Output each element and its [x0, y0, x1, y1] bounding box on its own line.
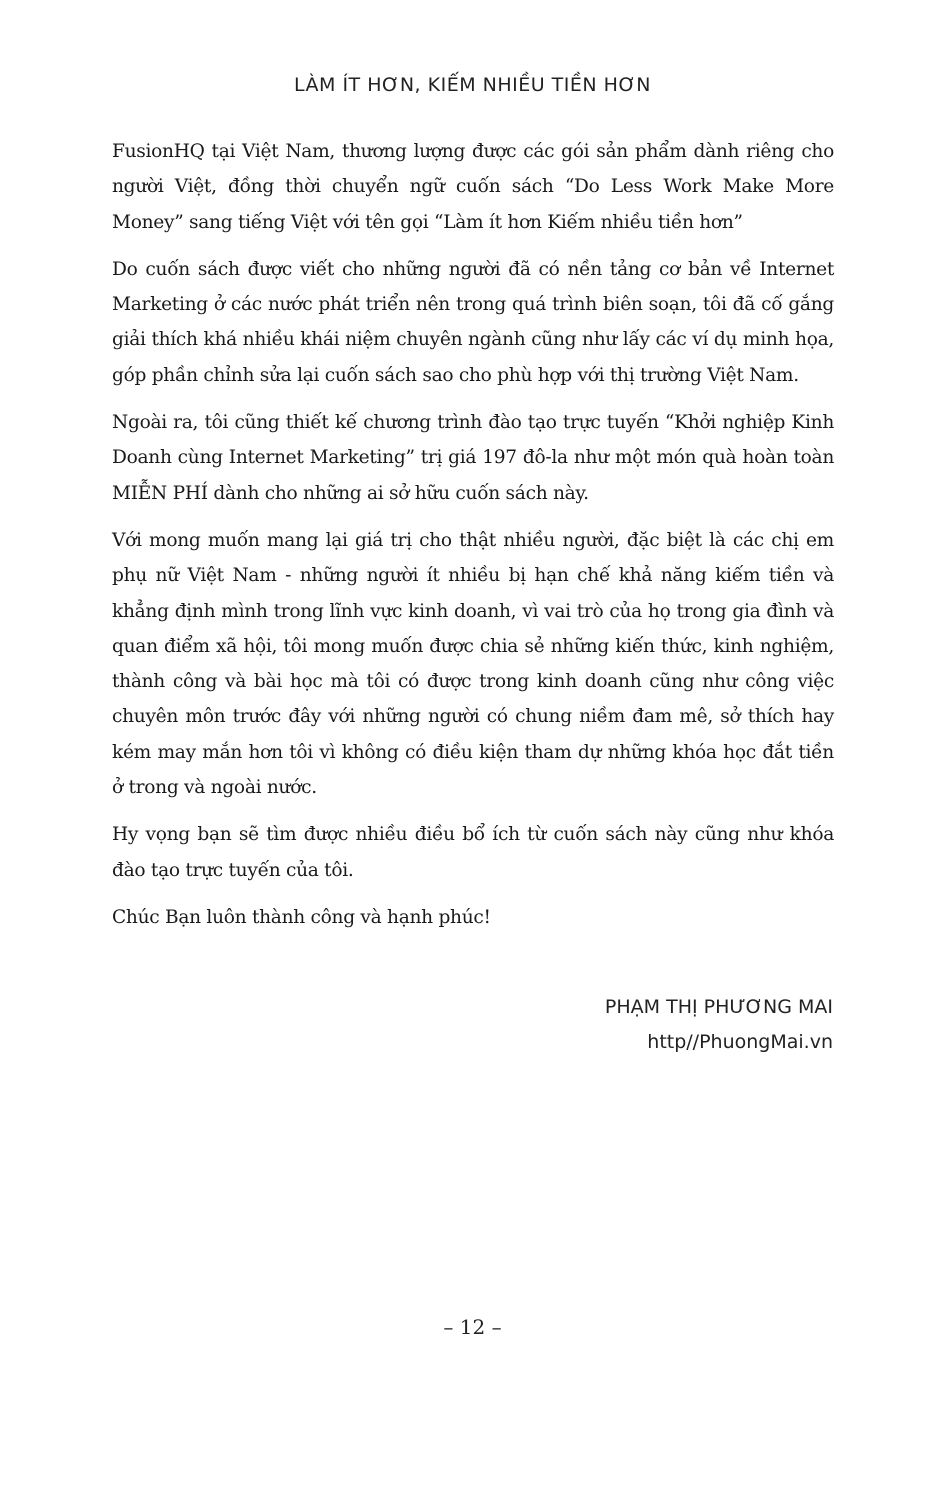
author-name: PHẠM THỊ PHƯƠNG MAI	[604, 996, 833, 1018]
closing-line: Chúc Bạn luôn thành công và hạnh phúc!	[112, 906, 491, 928]
running-header: LÀM ÍT HƠN, KIẾM NHIỀU TIỀN HƠN	[294, 74, 651, 96]
paragraph: Hy vọng bạn sẽ tìm được nhiều điều bổ ích từ cuốn sách này cũng như khóa đào tạo trực tuyến của tôi.	[112, 824, 834, 881]
paragraph: Do cuốn sách được viết cho những người đã có nền tảng cơ bản về Internet Marketing ở các nước phát triển nên trong quá trình biên soạn, tôi đã cố gắng giải thích khá nhiều khái niệm chuyên ngành cũng như lấy các ví dụ minh họa, góp phần chỉnh sửa lại cuốn sách sao cho phù hợp với thị trường Việt Nam.	[112, 258, 834, 386]
paragraph: Với mong muốn mang lại giá trị cho thật nhiều người, đặc biệt là các chị em phụ nữ Việt Nam - những người ít nhiều bị hạn chế khả năng kiếm tiền và khẳng định mình trong lĩnh vực kinh doanh, vì vai trò của họ trong gia đình và quan điểm xã hội, tôi mong muốn được chia sẻ những kiến thức, kinh nghiệm, thành công và bài học mà tôi có được trong kinh doanh cũng như công việc chuyên môn trước đây với những người có chung niềm đam mê, sở thích hay kém may mắn hơn tôi vì không có điều kiện tham dự những khóa học đắt tiền ở trong và ngoài nước.	[112, 529, 834, 799]
author-website: http//PhuongMai.vn	[647, 1031, 833, 1053]
paragraph: Ngoài ra, tôi cũng thiết kế chương trình đào tạo trực tuyến “Khởi nghiệp Kinh Doanh cùng Internet Marketing” trị giá 197 đô-la như một món quà hoàn toàn MIỄN PHÍ dành cho những ai sở hữu cuốn sách này.	[112, 412, 834, 504]
body-text	[112, 134, 834, 947]
paragraph: FusionHQ tại Việt Nam, thương lượng được các gói sản phẩm dành riêng cho người Việt, đồng thời chuyển ngữ cuốn sách “Do Less Work Make More Money” sang tiếng Việt với tên gọi “Làm ít hơn Kiếm nhiều tiền hơn”	[112, 141, 834, 233]
signature-block	[605, 990, 833, 1060]
page-number: – 12 –	[443, 1315, 502, 1339]
